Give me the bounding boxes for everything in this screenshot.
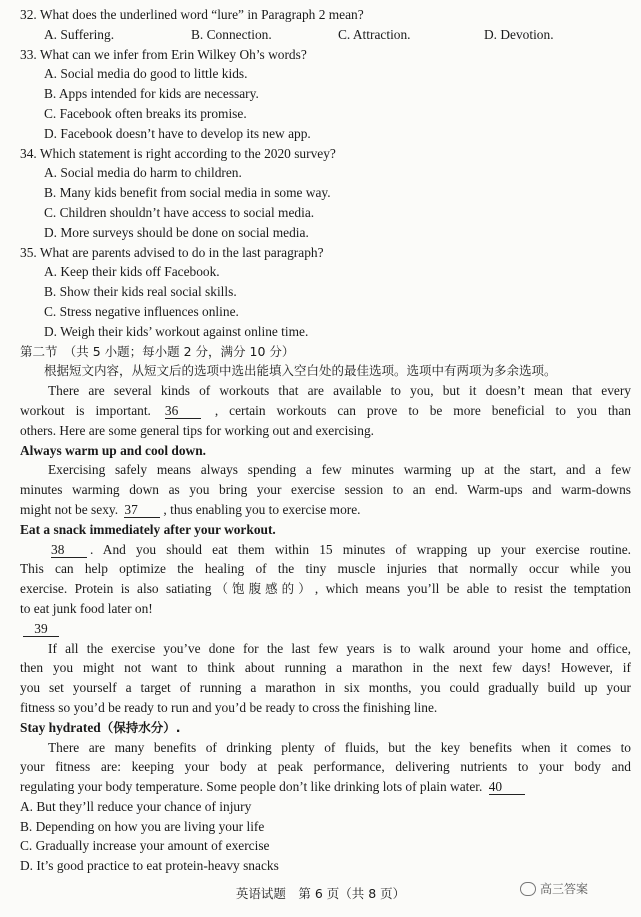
passage-p1-line1: There are several kinds of workouts that are available to you, but it doesn’t mean that every: [48, 383, 631, 398]
passage-p3-line4: to eat junk food later on!: [20, 601, 153, 616]
passage-p2-line3: [0, 500, 641, 520]
passage-p4-line2: then you might not want to think about running a marathon in the next few days! However, if: [20, 660, 631, 675]
watermark-text: 高三答案: [540, 882, 589, 896]
q32-option-b: B. Connection.: [191, 27, 272, 42]
passage-p4-line1: If all the exercise you’ve done for the last few years is to walk around your home and office,: [48, 641, 631, 656]
page-footer: 英语试题 第 6 页（共 8 页）: [235, 886, 406, 901]
passage-p5-line1: There are many benefits of drinking plenty of fluids, but the key benefits when it comes to: [48, 740, 631, 755]
heading-warm-up: Always warm up and cool down.: [20, 443, 207, 458]
text-segment: , thus enabling you to exercise more.: [163, 502, 361, 517]
question-32-options: [0, 25, 641, 45]
text-segment: exercise. Protein is also satiating: [20, 581, 212, 596]
wechat-icon: [520, 882, 536, 896]
passage-p1-line2: [0, 401, 641, 421]
passage-p2-line1: Exercising safely means always spending a few minutes warming up at the start, and a few: [48, 462, 631, 477]
q33-option-d: D. Facebook doesn’t have to develop its new app.: [44, 126, 311, 141]
q32-option-d: D. Devotion.: [484, 27, 554, 42]
passage-p4-line4: fitness so you’d be ready to run and you’d be ready to cross the finishing line.: [20, 700, 438, 715]
q34-option-d: D. More surveys should be done on social media.: [44, 225, 309, 240]
q32-option-c: C. Attraction.: [338, 27, 411, 42]
text-segment: . And you should eat them within 15 minutes of wrapping up your exercise routine.: [90, 542, 631, 557]
passage-p2-line2: minutes warming down as you bring your exercise session to an end. Warm-ups and warm-downs: [20, 482, 631, 497]
question-34-stem: 34. Which statement is right according to the 2020 survey?: [20, 146, 336, 161]
passage-blank-39-line: [0, 619, 641, 639]
q34-option-b: B. Many kids benefit from social media in some way.: [44, 185, 331, 200]
q35-option-d: D. Weigh their kids’ workout against online time.: [44, 324, 309, 339]
q34-option-a: A. Social media do harm to children.: [44, 165, 242, 180]
passage-p5-line3: [0, 777, 641, 797]
question-32-stem: 32. What does the underlined word “lure” in Paragraph 2 mean?: [20, 7, 364, 22]
section-2-title: 第二节 （共 5 小题；每小题 2 分，满分 10 分）: [20, 344, 295, 359]
question-35-stem: 35. What are parents advised to do in the last paragraph?: [20, 245, 324, 260]
passage-p3-line1: [0, 540, 641, 560]
passage-p1-line3: others. Here are some general tips for working out and exercising.: [20, 423, 374, 438]
passage-option-b: B. Depending on how you are living your life: [20, 819, 265, 834]
chinese-gloss: （保持水分）.: [100, 720, 181, 735]
question-33-stem: 33. What can we infer from Erin Wilkey Oh’s words?: [20, 47, 307, 62]
q34-option-c: C. Children shouldn’t have access to social media.: [44, 205, 315, 220]
watermark: [520, 880, 588, 897]
text-segment: workout is important.: [20, 403, 151, 418]
passage-option-c: C. Gradually increase your amount of exercise: [20, 838, 270, 853]
blank-38: 38: [51, 542, 87, 558]
heading-text: Stay hydrated: [20, 720, 101, 735]
passage-p3-line3: [0, 579, 641, 599]
passage-option-a: A. But they’ll reduce your chance of injury: [20, 799, 252, 814]
blank-39: 39: [23, 621, 59, 637]
q35-option-a: A. Keep their kids off Facebook.: [44, 264, 220, 279]
blank-36: 36: [165, 403, 201, 419]
q33-option-a: A. Social media do good to little kids.: [44, 66, 248, 81]
blank-37: 37: [124, 502, 160, 518]
passage-option-d: D. It’s good practice to eat protein-heavy snacks: [20, 858, 279, 873]
passage-p4-line3: you set yourself a target of running a marathon in six months, you could gradually build up your: [20, 680, 631, 695]
passage-p5-line2: your fitness are: keeping your body at peak performance, delivering nutrients to your body and: [20, 759, 631, 774]
section-2-instruction: 根据短文内容，从短文后的选项中选出能填入空白处的最佳选项。选项中有两项为多余选项。: [44, 363, 557, 378]
q32-option-a: A. Suffering.: [44, 27, 115, 42]
text-segment: might not be sexy.: [20, 502, 119, 517]
q33-option-b: B. Apps intended for kids are necessary.: [44, 86, 259, 101]
q33-option-c: C. Facebook often breaks its promise.: [44, 106, 247, 121]
text-segment: , certain workouts can prove to be more beneficial to you than: [214, 403, 631, 418]
q35-option-b: B. Show their kids real social skills.: [44, 284, 237, 299]
passage-p3-line2: This can help optimize the healing of the tiny muscle injuries that normally occur while you: [20, 561, 631, 576]
q35-option-c: C. Stress negative influences online.: [44, 304, 239, 319]
text-segment: , which means you’ll be able to resist the temptation: [314, 581, 631, 596]
text-segment: regulating your body temperature. Some people don’t like drinking lots of plain water.: [20, 779, 483, 794]
blank-40: 40: [489, 779, 525, 795]
chinese-gloss: （饱腹感的）: [211, 581, 315, 596]
heading-eat-snack: Eat a snack immediately after your workout.: [20, 522, 276, 537]
heading-stay-hydrated: [0, 718, 641, 738]
